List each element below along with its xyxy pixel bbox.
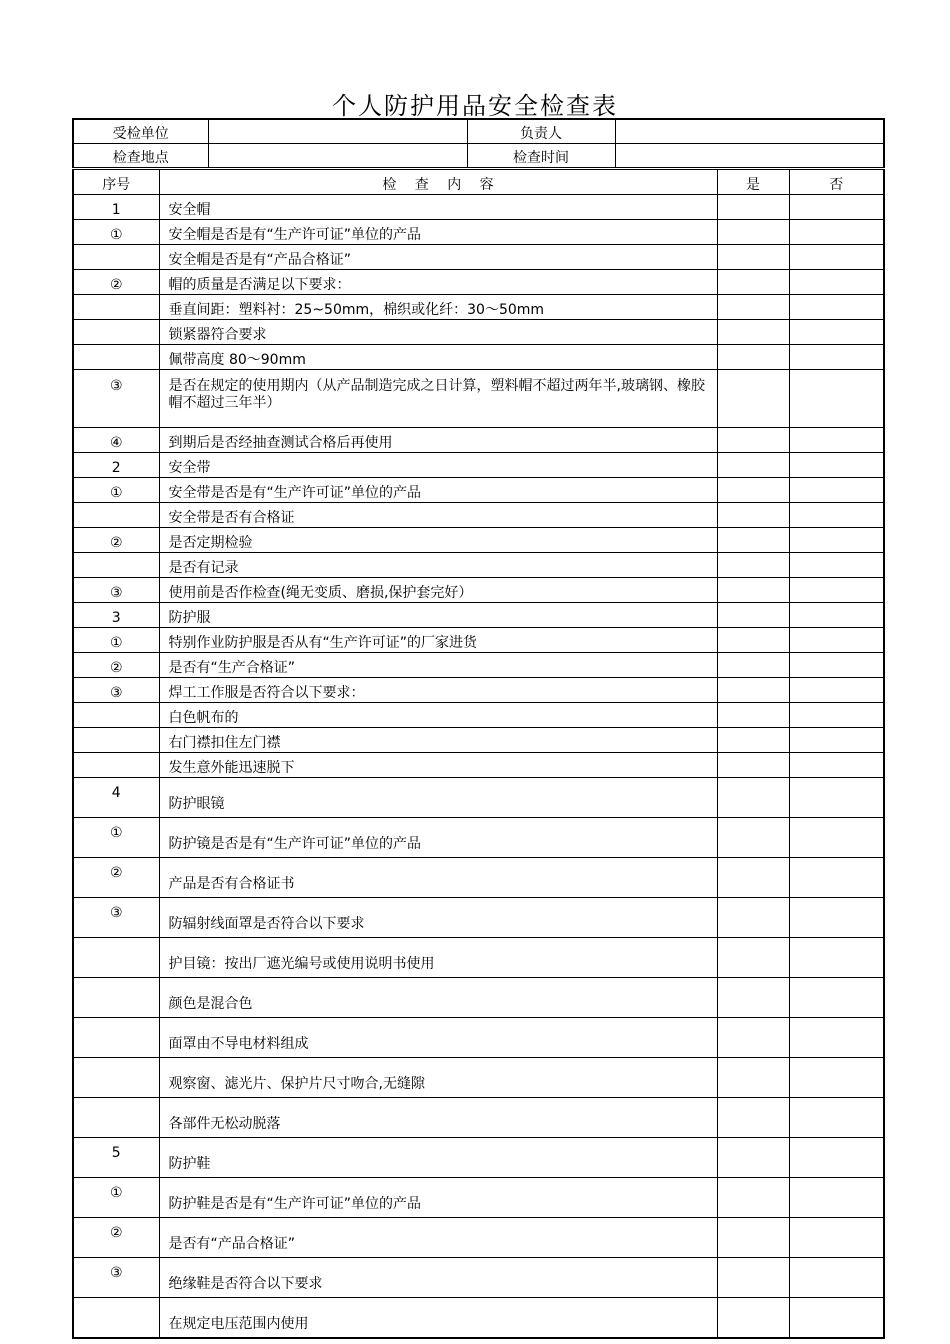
row-number: ②	[73, 1218, 159, 1258]
no-cell[interactable]	[789, 1178, 884, 1218]
table-row	[73, 818, 884, 858]
table-row	[73, 728, 884, 753]
row-number: 3	[73, 603, 159, 628]
no-cell[interactable]	[789, 270, 884, 295]
row-content: 防护鞋是否是有“生产许可证”单位的产品	[159, 1178, 717, 1218]
table-row	[73, 628, 884, 653]
row-content: 安全带是否是有“生产许可证”单位的产品	[159, 478, 717, 503]
row-number: ①	[73, 1178, 159, 1218]
no-cell[interactable]	[789, 703, 884, 728]
row-content: 佩带高度 80～90mm	[159, 345, 717, 370]
row-number	[73, 753, 159, 778]
yes-cell[interactable]	[717, 1098, 789, 1138]
person-field[interactable]	[615, 119, 884, 144]
no-cell[interactable]	[789, 503, 884, 528]
row-number	[73, 320, 159, 345]
row-content: 防辐射线面罩是否符合以下要求	[159, 898, 717, 938]
row-content: 观察窗、滤光片、保护片尺寸吻合,无缝隙	[159, 1058, 717, 1098]
yes-cell[interactable]	[717, 320, 789, 345]
row-number	[73, 345, 159, 370]
no-cell[interactable]	[789, 1218, 884, 1258]
table-row	[73, 938, 884, 978]
row-number	[73, 245, 159, 270]
no-cell[interactable]	[789, 628, 884, 653]
table-row	[73, 978, 884, 1018]
no-cell[interactable]	[789, 478, 884, 503]
yes-cell[interactable]	[717, 428, 789, 453]
row-content: 垂直间距：塑料衬：25~50mm，棉织或化纤：30～50mm	[159, 295, 717, 320]
row-number: 5	[73, 1138, 159, 1178]
row-content: 颜色是混合色	[159, 978, 717, 1018]
row-number	[73, 938, 159, 978]
header-num: 序号	[73, 170, 159, 195]
row-content: 是否有“生产合格证”	[159, 653, 717, 678]
row-content: 安全帽是否是有“生产许可证”单位的产品	[159, 220, 717, 245]
location-field[interactable]	[208, 144, 467, 168]
no-cell[interactable]	[789, 1258, 884, 1298]
yes-cell[interactable]	[717, 553, 789, 578]
row-content: 是否有“产品合格证”	[159, 1218, 717, 1258]
no-cell[interactable]	[789, 1298, 884, 1339]
no-cell[interactable]	[789, 578, 884, 603]
table-row	[73, 528, 884, 553]
row-number	[73, 1058, 159, 1098]
table-row	[73, 1178, 884, 1218]
table-row	[73, 553, 884, 578]
row-content: 在规定电压范围内使用	[159, 1298, 717, 1339]
row-number	[73, 295, 159, 320]
row-number	[73, 978, 159, 1018]
no-cell[interactable]	[789, 295, 884, 320]
table-row	[73, 320, 884, 345]
yes-cell[interactable]	[717, 678, 789, 703]
row-number: ①	[73, 478, 159, 503]
table-row	[73, 195, 884, 220]
row-content: 特别作业防护服是否从有“生产许可证”的厂家进货	[159, 628, 717, 653]
yes-cell[interactable]	[717, 1218, 789, 1258]
no-cell[interactable]	[789, 978, 884, 1018]
table-row	[73, 453, 884, 478]
yes-cell[interactable]	[717, 858, 789, 898]
row-content: 安全带	[159, 453, 717, 478]
no-cell[interactable]	[789, 753, 884, 778]
row-content: 防护眼镜	[159, 778, 717, 818]
no-cell[interactable]	[789, 245, 884, 270]
no-cell[interactable]	[789, 728, 884, 753]
yes-cell[interactable]	[717, 220, 789, 245]
row-content: 白色帆布的	[159, 703, 717, 728]
table-row	[73, 578, 884, 603]
table-row	[73, 898, 884, 938]
row-number	[73, 1018, 159, 1058]
row-number: ③	[73, 898, 159, 938]
table-row	[73, 220, 884, 245]
yes-cell[interactable]	[717, 978, 789, 1018]
row-content: 安全帽是否是有“产品合格证”	[159, 245, 717, 270]
yes-cell[interactable]	[717, 1018, 789, 1058]
no-cell[interactable]	[789, 678, 884, 703]
row-content: 是否有记录	[159, 553, 717, 578]
unit-field[interactable]	[208, 119, 467, 144]
row-content: 是否定期检验	[159, 528, 717, 553]
table-row	[73, 1098, 884, 1138]
row-number	[73, 1298, 159, 1339]
table-row	[73, 753, 884, 778]
table-row	[73, 428, 884, 453]
yes-cell[interactable]	[717, 938, 789, 978]
row-content: 各部件无松动脱落	[159, 1098, 717, 1138]
header-row	[73, 170, 884, 195]
no-cell[interactable]	[789, 898, 884, 938]
row-number	[73, 703, 159, 728]
no-cell[interactable]	[789, 1098, 884, 1138]
row-number: ②	[73, 270, 159, 295]
row-number	[73, 553, 159, 578]
row-content: 焊工工作服是否符合以下要求：	[159, 678, 717, 703]
table-row	[73, 1258, 884, 1298]
no-cell[interactable]	[789, 453, 884, 478]
no-cell[interactable]	[789, 345, 884, 370]
yes-cell[interactable]	[717, 753, 789, 778]
location-label: 检查地点	[73, 144, 208, 168]
no-cell[interactable]	[789, 428, 884, 453]
row-number: ②	[73, 653, 159, 678]
row-content: 面罩由不导电材料组成	[159, 1018, 717, 1058]
row-content: 防护鞋	[159, 1138, 717, 1178]
row-content: 防护镜是否是有“生产许可证”单位的产品	[159, 818, 717, 858]
time-field[interactable]	[615, 144, 884, 168]
info-row-unit	[73, 119, 884, 144]
row-number: ①	[73, 220, 159, 245]
yes-cell[interactable]	[717, 818, 789, 858]
row-number: ③	[73, 578, 159, 603]
info-row-location	[73, 144, 884, 168]
row-content: 安全带是否有合格证	[159, 503, 717, 528]
header-no: 否	[789, 170, 884, 195]
table-row	[73, 1218, 884, 1258]
no-cell[interactable]	[789, 603, 884, 628]
header-yes: 是	[717, 170, 789, 195]
row-number: ②	[73, 858, 159, 898]
row-number: 4	[73, 778, 159, 818]
no-cell[interactable]	[789, 938, 884, 978]
info-table	[72, 118, 885, 168]
yes-cell[interactable]	[717, 478, 789, 503]
yes-cell[interactable]	[717, 603, 789, 628]
row-content: 安全帽	[159, 195, 717, 220]
no-cell[interactable]	[789, 778, 884, 818]
row-content: 右门襟扣住左门襟	[159, 728, 717, 753]
no-cell[interactable]	[789, 320, 884, 345]
row-number	[73, 1098, 159, 1138]
row-content: 绝缘鞋是否符合以下要求	[159, 1258, 717, 1298]
table-row	[73, 703, 884, 728]
no-cell[interactable]	[789, 1138, 884, 1178]
yes-cell[interactable]	[717, 1298, 789, 1339]
row-content: 锁紧器符合要求	[159, 320, 717, 345]
no-cell[interactable]	[789, 553, 884, 578]
yes-cell[interactable]	[717, 528, 789, 553]
no-cell[interactable]	[789, 370, 884, 428]
table-row	[73, 778, 884, 818]
row-content: 发生意外能迅速脱下	[159, 753, 717, 778]
row-number: ②	[73, 528, 159, 553]
yes-cell[interactable]	[717, 728, 789, 753]
table-row	[73, 1138, 884, 1178]
table-row	[73, 370, 884, 428]
yes-cell[interactable]	[717, 653, 789, 678]
row-content: 防护服	[159, 603, 717, 628]
table-row	[73, 1298, 884, 1339]
row-number: 1	[73, 195, 159, 220]
yes-cell[interactable]	[717, 270, 789, 295]
yes-cell[interactable]	[717, 703, 789, 728]
row-number: ①	[73, 628, 159, 653]
row-number: ③	[73, 370, 159, 428]
yes-cell[interactable]	[717, 898, 789, 938]
row-number: ③	[73, 1258, 159, 1298]
no-cell[interactable]	[789, 195, 884, 220]
no-cell[interactable]	[789, 858, 884, 898]
row-content: 是否在规定的使用期内（从产品制造完成之日计算，塑料帽不超过两年半,玻璃钢、橡胶帽不超过三年半）	[159, 370, 717, 428]
row-number	[73, 728, 159, 753]
row-content: 帽的质量是否满足以下要求：	[159, 270, 717, 295]
row-number	[73, 503, 159, 528]
yes-cell[interactable]	[717, 1058, 789, 1098]
time-label: 检查时间	[467, 144, 615, 168]
yes-cell[interactable]	[717, 578, 789, 603]
no-cell[interactable]	[789, 653, 884, 678]
yes-cell[interactable]	[717, 628, 789, 653]
table-row	[73, 603, 884, 628]
row-number: ①	[73, 818, 159, 858]
no-cell[interactable]	[789, 220, 884, 245]
table-row	[73, 295, 884, 320]
yes-cell[interactable]	[717, 1138, 789, 1178]
no-cell[interactable]	[789, 1058, 884, 1098]
yes-cell[interactable]	[717, 245, 789, 270]
no-cell[interactable]	[789, 528, 884, 553]
yes-cell[interactable]	[717, 295, 789, 320]
row-content: 到期后是否经抽查测试合格后再使用	[159, 428, 717, 453]
page-title: 个人防护用品安全检查表	[332, 92, 618, 120]
table-row	[73, 678, 884, 703]
table-row	[73, 503, 884, 528]
table-row	[73, 245, 884, 270]
table-row	[73, 478, 884, 503]
yes-cell[interactable]	[717, 370, 789, 428]
yes-cell[interactable]	[717, 778, 789, 818]
yes-cell[interactable]	[717, 503, 789, 528]
checklist-table	[72, 169, 885, 1339]
row-number: ③	[73, 678, 159, 703]
table-row	[73, 1018, 884, 1058]
row-number: 2	[73, 453, 159, 478]
unit-label: 受检单位	[73, 119, 208, 144]
row-content: 护目镜：按出厂遮光编号或使用说明书使用	[159, 938, 717, 978]
no-cell[interactable]	[789, 818, 884, 858]
yes-cell[interactable]	[717, 1258, 789, 1298]
yes-cell[interactable]	[717, 1178, 789, 1218]
table-row	[73, 653, 884, 678]
row-content: 使用前是否作检查(绳无变质、磨损,保护套完好）	[159, 578, 717, 603]
row-number: ④	[73, 428, 159, 453]
no-cell[interactable]	[789, 1018, 884, 1058]
table-row	[73, 1058, 884, 1098]
person-label: 负责人	[467, 119, 615, 144]
row-content: 产品是否有合格证书	[159, 858, 717, 898]
yes-cell[interactable]	[717, 195, 789, 220]
yes-cell[interactable]	[717, 345, 789, 370]
table-row	[73, 345, 884, 370]
yes-cell[interactable]	[717, 453, 789, 478]
table-row	[73, 270, 884, 295]
table-row	[73, 858, 884, 898]
header-content: 检 查 内 容	[159, 170, 717, 195]
